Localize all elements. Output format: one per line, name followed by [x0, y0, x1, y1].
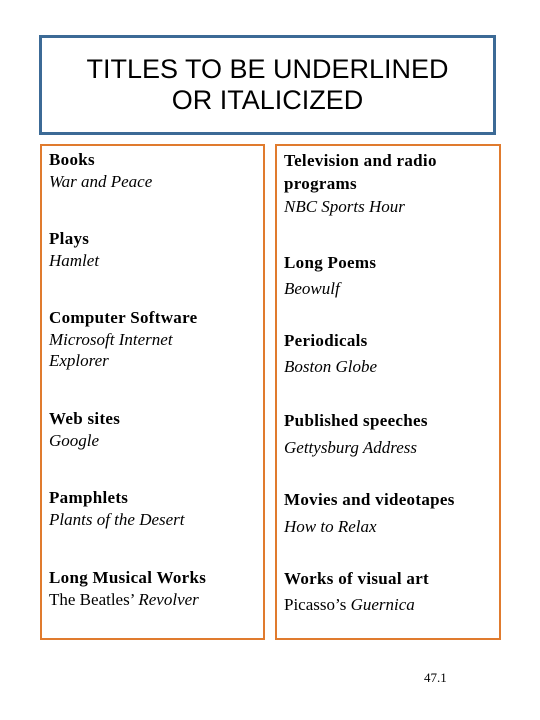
- entry-heading: Periodicals: [284, 331, 368, 350]
- entry-example: NBC Sports Hour: [284, 197, 405, 216]
- entry-example: How to Relax: [284, 517, 377, 536]
- entry-published-speeches: [284, 407, 428, 461]
- entry-heading: Movies and videotapes: [284, 490, 455, 509]
- page-number: 47.1: [424, 670, 447, 685]
- entry-example: Beowulf: [284, 279, 340, 298]
- entry-movies-videotapes: [284, 486, 455, 540]
- entry-heading: Published speeches: [284, 411, 428, 430]
- entry-books: [49, 149, 152, 193]
- entry-example: Plants of the Desert: [49, 510, 185, 529]
- entry-heading: Plays: [49, 229, 90, 248]
- slide-title: [39, 35, 496, 135]
- entry-example: Hamlet: [49, 251, 100, 270]
- entry-television-radio: [284, 149, 437, 218]
- entry-heading: Computer Software: [49, 308, 198, 327]
- entry-works-visual-art: [284, 566, 429, 618]
- entry-example: [49, 589, 206, 611]
- entry-web-sites: [49, 408, 120, 452]
- entry-example: [284, 592, 429, 618]
- entry-heading: Books: [49, 150, 95, 169]
- entry-long-musical-works: [49, 567, 206, 611]
- example-italic: Guernica: [350, 595, 415, 614]
- entry-long-poems: [284, 250, 376, 302]
- entry-periodicals: [284, 328, 377, 380]
- title-line-2: OR ITALICIZED: [171, 85, 364, 115]
- title-line-1: TITLES TO BE UNDERLINED: [86, 54, 449, 84]
- entry-plays: [49, 228, 99, 272]
- entry-heading: Works of visual art: [284, 569, 430, 588]
- entry-example: Google: [49, 431, 100, 450]
- example-prefix: Picasso’s: [284, 595, 351, 614]
- entry-example: Gettysburg Address: [284, 438, 418, 457]
- entry-example-line-2: Explorer: [49, 351, 109, 370]
- entry-heading-line-1: Television and radio: [284, 151, 437, 170]
- entry-example: Boston Globe: [284, 357, 378, 376]
- entry-heading: Pamphlets: [49, 488, 129, 507]
- entry-computer-software: [49, 307, 197, 371]
- right-column: [275, 144, 501, 640]
- entry-heading: Long Poems: [284, 253, 377, 272]
- example-prefix: The Beatles’: [49, 590, 139, 609]
- entry-pamphlets: [49, 487, 185, 531]
- entry-heading-line-2: programs: [284, 174, 357, 193]
- entry-example: War and Peace: [49, 172, 153, 191]
- left-column: [40, 144, 265, 640]
- entry-example-line-1: Microsoft Internet: [49, 330, 173, 349]
- entry-heading: Web sites: [49, 409, 121, 428]
- entry-heading: Long Musical Works: [49, 568, 207, 587]
- example-italic: Revolver: [138, 590, 199, 609]
